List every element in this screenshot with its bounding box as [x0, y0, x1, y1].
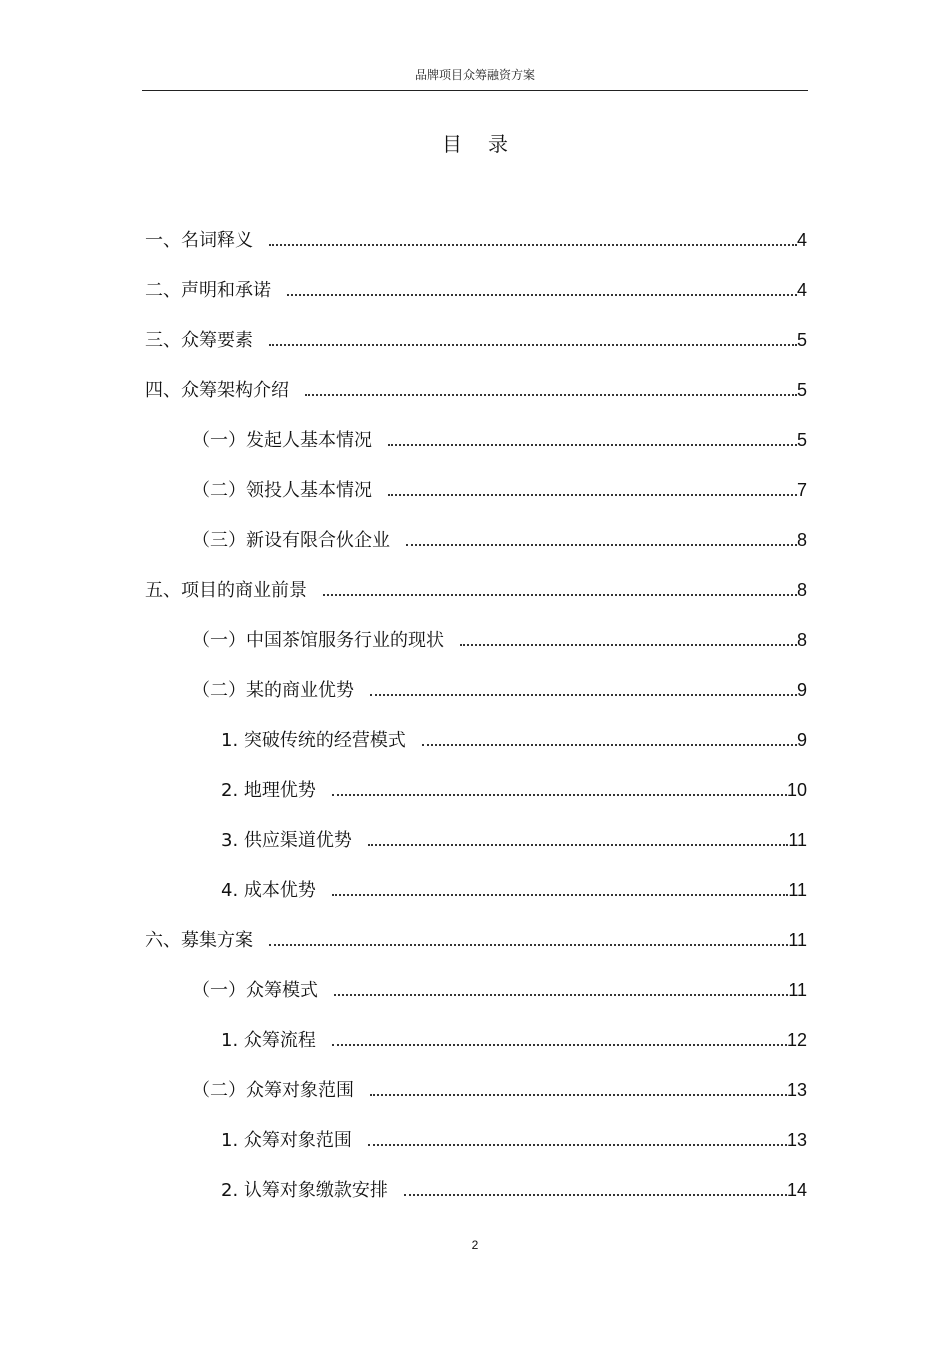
toc-entry-label: 二、声明和承诺 — [145, 280, 271, 301]
toc-entry-page: 8 — [796, 580, 807, 600]
toc-entry-label: （一）发起人基本情况 — [192, 430, 372, 451]
toc-dot-leader — [269, 244, 797, 246]
toc-entry[interactable] — [145, 926, 807, 976]
toc-dot-leader — [370, 1094, 787, 1096]
toc-entry-label: （二）众筹对象范围 — [192, 1080, 354, 1101]
toc-entry[interactable] — [145, 1076, 807, 1126]
toc-entry-label: 2. 地理优势 — [221, 780, 316, 801]
table-of-contents — [145, 226, 807, 1226]
toc-entry[interactable] — [145, 576, 807, 626]
toc-entry-page: 7 — [796, 480, 807, 500]
toc-entry[interactable] — [145, 776, 807, 826]
toc-entry-page: 10 — [786, 780, 807, 800]
toc-dot-leader — [305, 394, 797, 396]
toc-entry-page: 5 — [796, 380, 807, 400]
toc-entry-label: 3. 供应渠道优势 — [221, 830, 352, 851]
toc-entry-label: （一）众筹模式 — [192, 980, 318, 1001]
toc-entry-page: 8 — [796, 630, 807, 650]
toc-dot-leader — [388, 494, 797, 496]
toc-entry-label: 四、众筹架构介绍 — [145, 380, 289, 401]
toc-entry[interactable] — [145, 626, 807, 676]
toc-entry-label: 1. 众筹流程 — [221, 1030, 316, 1051]
toc-dot-leader — [422, 744, 797, 746]
toc-dot-leader — [332, 1044, 787, 1046]
toc-entry-page: 11 — [788, 930, 807, 950]
toc-entry-label: 五、项目的商业前景 — [145, 580, 307, 601]
toc-entry-page: 11 — [788, 980, 807, 1000]
toc-entry-page: 9 — [796, 680, 807, 700]
toc-entry[interactable] — [145, 476, 807, 526]
toc-dot-leader — [370, 694, 797, 696]
toc-entry[interactable] — [145, 676, 807, 726]
toc-entry-page: 8 — [796, 530, 807, 550]
running-header: 品牌项目众筹融资方案 — [414, 68, 535, 82]
toc-entry[interactable] — [145, 876, 807, 926]
toc-entry-label: 2. 认筹对象缴款安排 — [221, 1180, 388, 1201]
toc-entry-label: 1. 众筹对象范围 — [221, 1130, 352, 1151]
toc-dot-leader — [323, 594, 797, 596]
toc-entry[interactable] — [145, 726, 807, 776]
toc-entry[interactable] — [145, 376, 807, 426]
page-number: 2 — [471, 1238, 479, 1252]
toc-dot-leader — [332, 894, 788, 896]
toc-entry-label: 六、募集方案 — [145, 930, 253, 951]
toc-entry-page: 11 — [788, 880, 807, 900]
toc-entry-page: 14 — [786, 1180, 807, 1200]
toc-entry-label: 1. 突破传统的经营模式 — [221, 730, 406, 751]
toc-dot-leader — [334, 994, 788, 996]
toc-dot-leader — [269, 944, 788, 946]
toc-entry-page: 4 — [796, 230, 807, 250]
toc-entry-page: 12 — [786, 1030, 807, 1050]
toc-entry[interactable] — [145, 326, 807, 376]
toc-entry-label: （一）中国茶馆服务行业的现状 — [192, 630, 444, 651]
toc-title: 目录 — [442, 132, 534, 156]
toc-entry-label: 一、名词释义 — [145, 230, 253, 251]
toc-entry-page: 5 — [796, 330, 807, 350]
toc-entry-page: 11 — [788, 830, 807, 850]
toc-entry-page: 13 — [786, 1130, 807, 1150]
toc-dot-leader — [332, 794, 787, 796]
toc-entry-page: 5 — [796, 430, 807, 450]
header-rule — [142, 90, 808, 91]
toc-entry-label: 三、众筹要素 — [145, 330, 253, 351]
toc-entry-page: 13 — [786, 1080, 807, 1100]
toc-entry[interactable] — [145, 276, 807, 326]
toc-dot-leader — [388, 444, 797, 446]
toc-entry[interactable] — [145, 1126, 807, 1176]
toc-dot-leader — [287, 294, 797, 296]
toc-entry-page: 4 — [796, 280, 807, 300]
toc-dot-leader — [460, 644, 797, 646]
toc-entry[interactable] — [145, 1176, 807, 1226]
toc-dot-leader — [368, 844, 788, 846]
toc-entry-label: （二）某的商业优势 — [192, 680, 354, 701]
toc-entry[interactable] — [145, 426, 807, 476]
toc-entry-page: 9 — [796, 730, 807, 750]
toc-entry-label: 4. 成本优势 — [221, 880, 316, 901]
toc-dot-leader — [406, 544, 797, 546]
toc-dot-leader — [269, 344, 797, 346]
toc-entry-label: （三）新设有限合伙企业 — [192, 530, 390, 551]
toc-entry-label: （二）领投人基本情况 — [192, 480, 372, 501]
toc-dot-leader — [404, 1194, 787, 1196]
toc-dot-leader — [368, 1144, 787, 1146]
toc-entry[interactable] — [145, 976, 807, 1026]
toc-entry[interactable] — [145, 1026, 807, 1076]
toc-entry[interactable] — [145, 526, 807, 576]
toc-entry[interactable] — [145, 226, 807, 276]
toc-entry[interactable] — [145, 826, 807, 876]
